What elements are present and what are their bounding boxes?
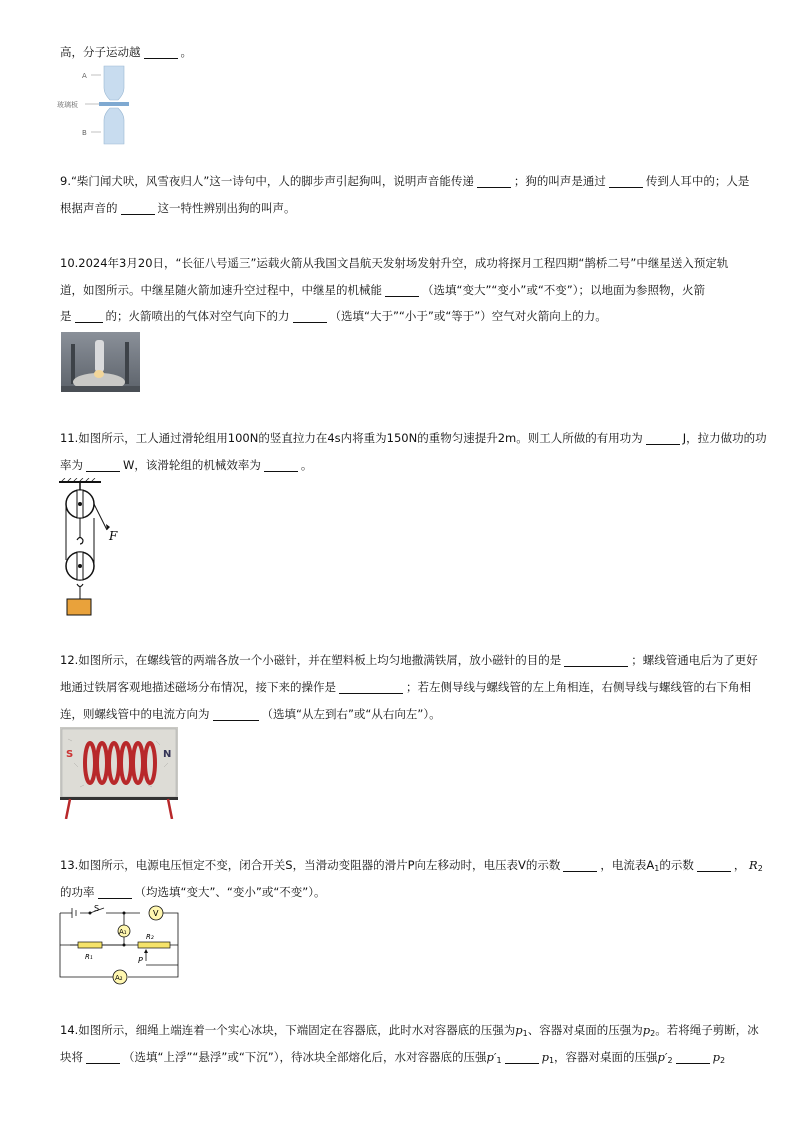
p2-subscript: 2 — [720, 1056, 726, 1065]
answer-blank[interactable] — [609, 173, 643, 188]
label-b: B — [82, 129, 87, 137]
answer-blank[interactable] — [697, 857, 731, 872]
a1-subscript: 1 — [654, 864, 660, 873]
pole-s-label: S — [66, 749, 74, 760]
ammeter-a2-label: A₂ — [115, 974, 123, 982]
r1-label: R₁ — [85, 953, 93, 961]
p1-subscript: 1 — [548, 1056, 555, 1065]
q12-text: ；若左侧导线与螺线管的左上角相连，右侧导线与螺线管的右下角相 — [406, 680, 751, 694]
q10-text: （选填“大于”“小于”或“等于”）空气对火箭向上的力。 — [329, 309, 607, 323]
p1-subscript: 1 — [522, 1029, 528, 1038]
resistor-r1 — [78, 942, 102, 948]
rheostat-r2 — [138, 942, 170, 948]
solenoid-photo — [60, 727, 178, 819]
answer-blank[interactable] — [75, 308, 103, 323]
pole-n-label: N — [163, 749, 172, 760]
r2-symbol: R — [749, 858, 758, 872]
voltmeter-label: V — [153, 909, 159, 918]
q11-text: 。 — [300, 458, 313, 472]
q12-text: （选填“从左到右”或“从右向左”）。 — [261, 707, 441, 721]
p1-prime-symbol: p′ — [486, 1050, 497, 1064]
q13-text: ， — [733, 858, 746, 872]
pulley-system-figure — [55, 478, 135, 618]
glass-plate — [99, 102, 129, 106]
answer-blank[interactable] — [563, 857, 597, 872]
q12-text: 地通过铁屑客观地描述磁场分布情况，接下来的操作是 — [60, 680, 336, 694]
bottle-b — [104, 108, 124, 144]
p1-prime-subscript: 1 — [496, 1056, 502, 1065]
p2-symbol: p — [642, 1023, 651, 1037]
p1-symbol: p — [515, 1023, 523, 1037]
rocket-launch-photo — [61, 332, 140, 392]
q10-line3 — [60, 302, 740, 330]
label-a: A — [82, 72, 87, 80]
q12-text: 12.如图所示，在螺线管的两端各放一个小磁针，并在塑料板上均匀地撒满铁屑，放小磁针的目的是 — [60, 653, 562, 667]
q11-text: W，该滑轮组的机械效率为 — [123, 458, 261, 472]
q13-text: ，电流表A — [600, 858, 655, 872]
q13-text: 的功率 — [60, 885, 95, 899]
q9-text: 9.“柴门闻犬吠，风雪夜归人”这一诗句中，人的脚步声引起狗叫，说明声音能传递 — [60, 174, 474, 188]
answer-blank[interactable] — [676, 1049, 710, 1064]
q11-line2 — [60, 451, 740, 479]
ammeter-a1-label: A₁ — [119, 928, 127, 936]
p2-symbol: p — [712, 1050, 720, 1064]
q11-text: J，拉力做功的功 — [682, 431, 767, 445]
answer-blank[interactable] — [505, 1049, 539, 1064]
q13-line2 — [60, 878, 740, 906]
r2-label: R₂ — [146, 933, 154, 941]
q8-text: 高，分子运动越 — [60, 45, 141, 59]
answer-blank[interactable] — [646, 430, 680, 445]
switch-label: S — [94, 904, 100, 913]
q10-text: 道，如图所示。中继星随火箭加速升空过程中，中继星的机械能 — [60, 283, 382, 297]
q12-line3 — [60, 700, 740, 728]
q14-text: 块将 — [60, 1050, 83, 1064]
q10-line1 — [60, 249, 740, 277]
q14-line2 — [60, 1043, 740, 1075]
answer-blank[interactable] — [121, 200, 155, 215]
q11-text: 11.如图所示，工人通过滑轮组用100N的竖直拉力在4s内将重为150N的重物匀速提升2m。则工人所做的有用功为 — [60, 431, 643, 445]
q12-text: 连，则螺线管中的电流方向为 — [60, 707, 210, 721]
q10-text: 的；火箭喷出的气体对空气向下的力 — [105, 309, 290, 323]
answer-blank[interactable] — [339, 679, 403, 694]
p1-symbol: p — [541, 1050, 549, 1064]
q10-text: 是 — [60, 309, 72, 323]
answer-blank[interactable] — [86, 457, 120, 472]
diffusion-bottles-figure — [55, 64, 145, 154]
p2-subscript: 2 — [650, 1029, 656, 1038]
q12-text: ；螺线管通电后为了更好 — [631, 653, 758, 667]
r2-subscript: 2 — [757, 864, 763, 873]
q8-text-end: 。 — [180, 45, 192, 59]
answer-blank[interactable] — [86, 1049, 120, 1064]
q10-line2 — [60, 276, 740, 304]
q11-text: 率为 — [60, 458, 83, 472]
q9-text: 传到人耳中的；人是 — [645, 174, 750, 188]
answer-blank[interactable] — [477, 173, 511, 188]
q13-text: （均选填“变大”、“变小”或“不变”）。 — [134, 885, 326, 899]
force-label: F — [109, 529, 118, 543]
q14-text: （选填“上浮”“悬浮”或“下沉”），待冰块全部熔化后，水对容器底的压强 — [123, 1050, 487, 1064]
q12-line2 — [60, 673, 751, 701]
p2-prime-symbol: p′ — [657, 1050, 668, 1064]
q14-text: ，容器对桌面的压强 — [554, 1050, 658, 1064]
p2-prime-subscript: 2 — [667, 1056, 673, 1065]
answer-blank[interactable] — [385, 282, 419, 297]
q10-text: （选填“变大”“变小”或“不变”）；以地面为参照物，火箭 — [422, 283, 705, 297]
slider-label: P — [138, 956, 143, 965]
q14-text: 14.如图所示，细绳上端连着一个实心冰块，下端固定在容器底，此时水对容器底的压强为 — [60, 1023, 516, 1037]
bottle-a — [104, 66, 124, 100]
answer-blank[interactable] — [293, 308, 327, 323]
circuit-diagram — [58, 903, 184, 985]
q14-text: 、容器对桌面的压强为 — [527, 1023, 643, 1037]
answer-blank[interactable] — [213, 706, 259, 721]
label-glass: 玻璃板 — [57, 101, 78, 109]
q8-line — [60, 38, 740, 66]
q12-line1 — [60, 646, 758, 674]
rocket — [95, 340, 104, 372]
q14-text: 。若将绳子剪断，冰 — [655, 1023, 759, 1037]
q9-line1 — [60, 167, 750, 195]
answer-blank[interactable] — [98, 884, 132, 899]
q13-text: 13.如图所示，电源电压恒定不变，闭合开关S，当滑动变阻器的滑片P向左移动时，电压表V的示数 — [60, 858, 561, 872]
answer-blank[interactable] — [264, 457, 298, 472]
q9-text: 这一特性辨别出狗的叫声。 — [157, 201, 296, 215]
q11-line1 — [60, 424, 767, 452]
slider-arrow — [144, 949, 148, 953]
answer-blank[interactable] — [144, 44, 178, 59]
q9-text: ；狗的叫声是通过 — [513, 174, 606, 188]
q9-line2 — [60, 194, 740, 222]
q10-text: 10.2024年3月20日，“长征八号遥三”运载火箭从我国文昌航天发射场发射升空，成功将探月工程四期“鹊桥二号”中继星送入预定轨 — [60, 256, 729, 270]
answer-blank[interactable] — [564, 652, 628, 667]
q9-text: 根据声音的 — [60, 201, 118, 215]
q13-text: 的示数 — [659, 858, 694, 872]
load-block — [67, 599, 91, 615]
